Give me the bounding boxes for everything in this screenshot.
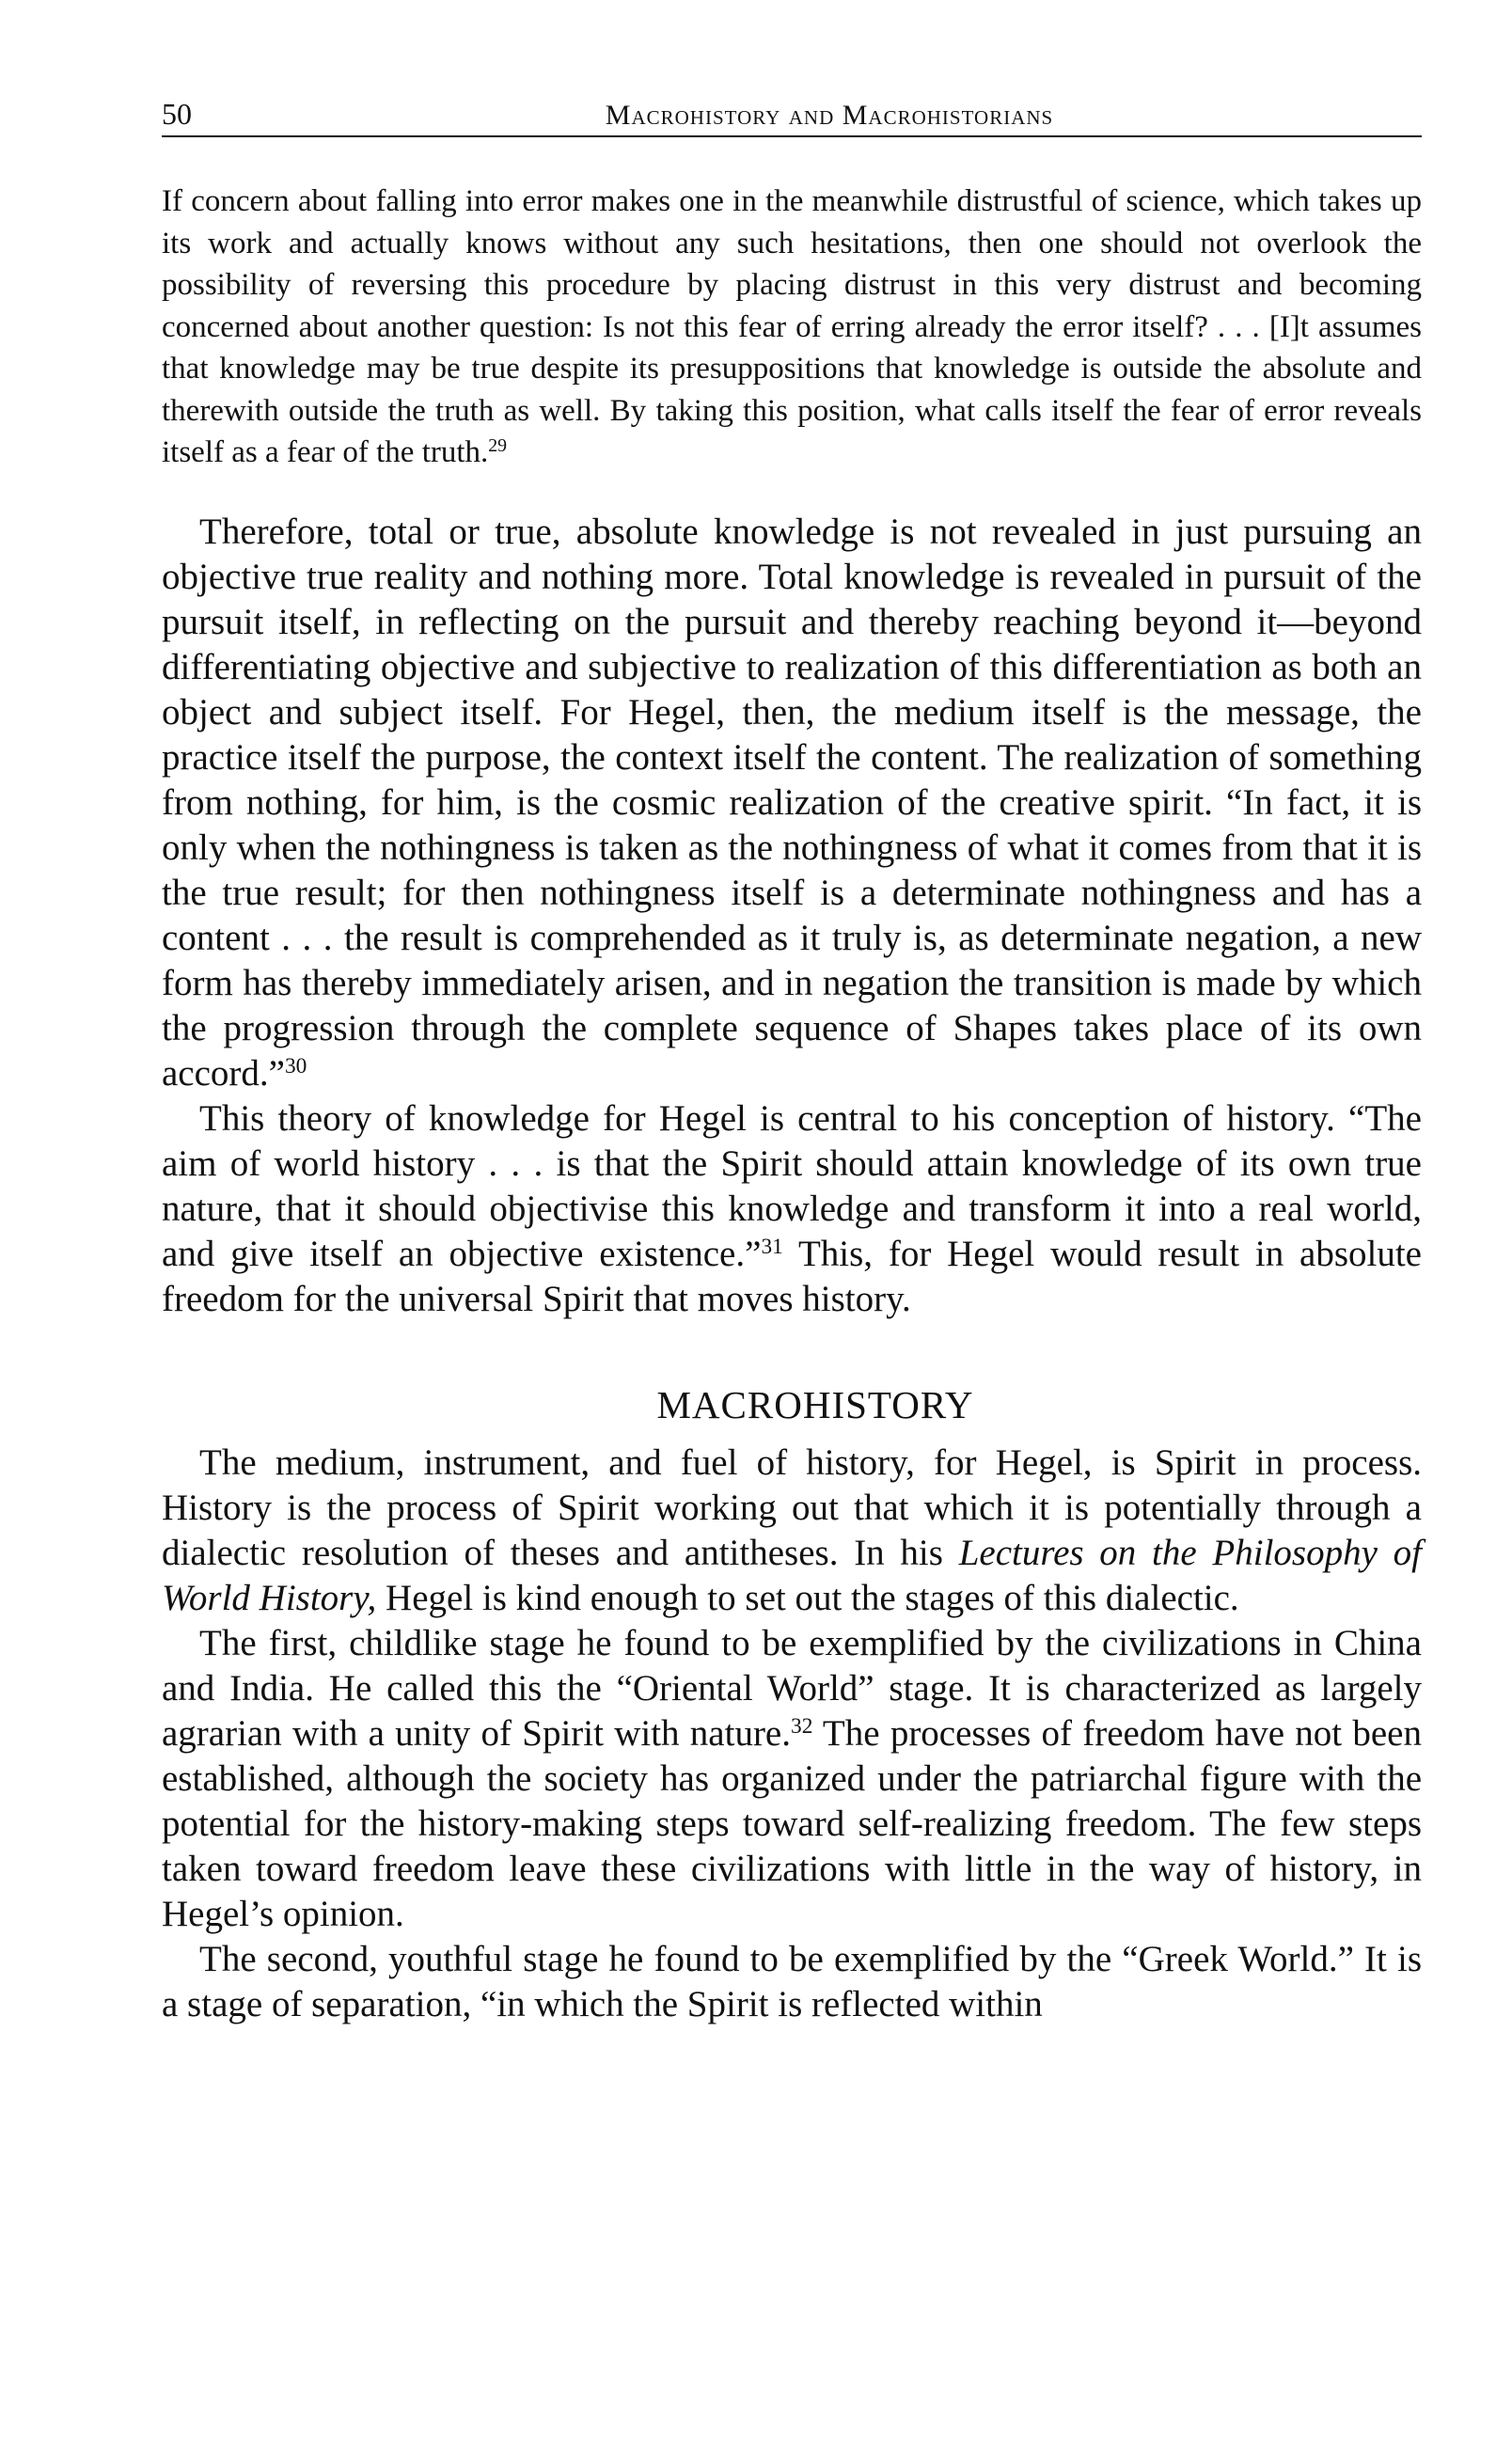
running-title: Macrohistory and Macrohistorians <box>605 100 1054 131</box>
footnote-ref-32: 32 <box>791 1713 813 1739</box>
footnote-ref-29: 29 <box>488 435 508 457</box>
paragraph-total-knowledge <box>162 510 1422 1096</box>
paragraph-text: The medium, instrument, and fuel of history, for Hegel, is Spirit in process. History is the process of Spirit working out that which it is potentially through a dialectic resolution of theses and antitheses. In his <box>162 1441 1422 1573</box>
footnote-ref-30: 30 <box>284 1053 307 1079</box>
paragraph-medium-of-history <box>162 1441 1422 1621</box>
paragraph-text: Hegel is kind enough to set out the stages of this dialectic. <box>376 1577 1239 1618</box>
page-number: 50 <box>162 97 192 131</box>
paragraph-text: The processes of freedom have not been established, although the society has organized under the patriarchal figure with the potential for the history-making steps toward self-realizing freedom. The few steps taken toward freedom leave these civilizations with little in the way of history, in Hegel’s opinion. <box>162 1712 1422 1934</box>
running-head <box>162 94 1422 137</box>
paragraph-text: The second, youthful stage he found to be exemplified by the “Greek World.” It is a stage of separation, “in which the Spirit is reflected within <box>162 1938 1422 2024</box>
block-quote-text: If concern about falling into error makes one in the meanwhile distrustful of science, which takes up its work and actually knows without any such hesitations, then one should not overlook the possibility of reversing this procedure by placing distrust in this very distrust and becoming concerned about another question: Is not this fear of erring already the error itself? . . . [I]t assumes that knowledge may be true despite its presuppositions that knowledge is outside the absolute and therewith outside the truth as well. By taking this position, what calls itself the fear of error reveals itself as a fear of the truth. <box>162 184 1422 469</box>
paragraph-first-stage <box>162 1621 1422 1937</box>
paragraph-theory-of-knowledge <box>162 1096 1422 1322</box>
paragraph-text: This, for Hegel would result in absolute freedom for the universal Spirit that moves history. <box>162 1233 1422 1319</box>
section-heading: MACROHISTORY <box>656 1382 974 1426</box>
paragraph-text: This theory of knowledge for Hegel is central to his conception of history. “The aim of world history . . . is that the Spirit should attain knowledge of its own true nature, that it should objectivise this knowledge and transform it into a real world, and give itself an objective existence.” <box>162 1097 1422 1274</box>
paragraph-second-stage <box>162 1937 1422 2027</box>
book-title: Lectures on the Philosophy of World History, <box>162 1532 1422 1618</box>
book-page <box>162 94 1422 2027</box>
paragraph-text: Therefore, total or true, absolute knowledge is not revealed in just pursuing an objective true reality and nothing more. Total knowledge is revealed in pursuit of the pursuit itself, in reflecting on the pursuit and thereby reaching beyond it—beyond differentiating objective and subjective to realization of this differentiation as both an object and subject itself. For Hegel, then, the medium itself is the message, the practice itself the purpose, the context itself the content. The realization of something from nothing, for him, is the cosmic realization of the creative spirit. “In fact, it is only when the nothingness is taken as the nothingness of what it comes from that it is the true result; for then nothingness itself is a determinate nothingness and has a content . . . the result is comprehended as it truly is, as determinate negation, a new form has thereby immediately arisen, and in negation the transition is made by which the progression through the complete sequence of Shapes takes place of its own accord.” <box>162 511 1422 1094</box>
paragraph-text: The first, childlike stage he found to be exemplified by the civilizations in China and India. He called this the “Oriental World” stage. It is characterized as largely agrarian with a unity of Spirit with nature. <box>162 1622 1422 1754</box>
block-quote <box>162 181 1422 474</box>
footnote-ref-31: 31 <box>761 1234 783 1259</box>
